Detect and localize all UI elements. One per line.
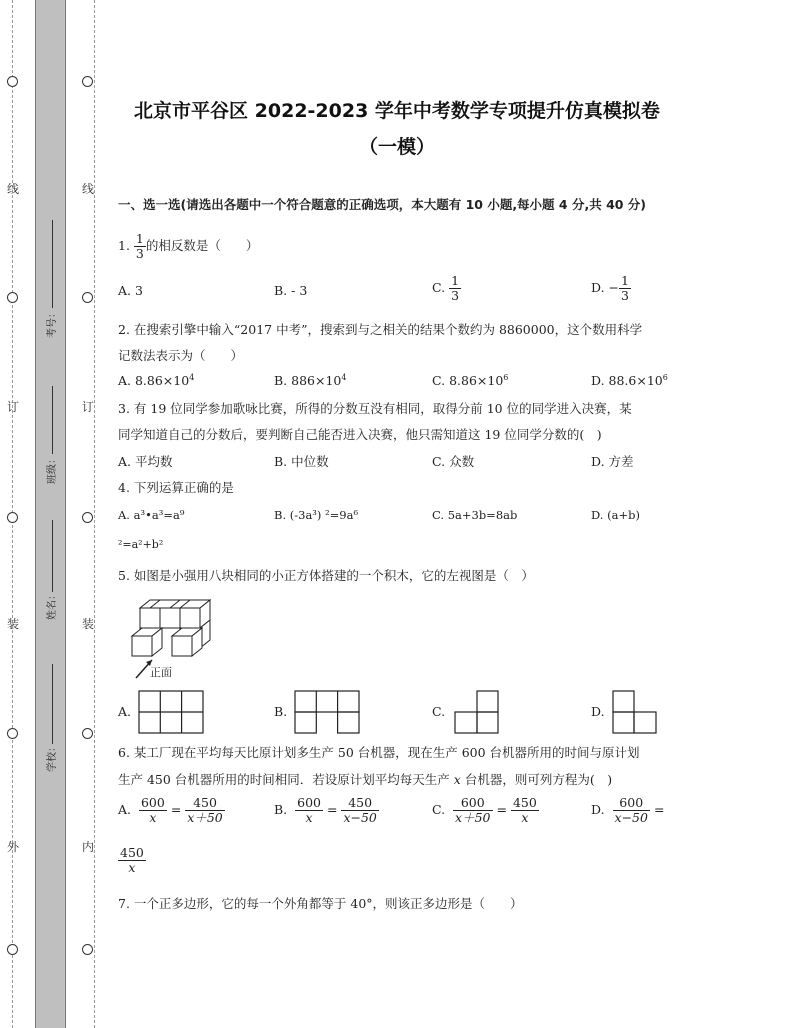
- binding-hole: [7, 728, 18, 739]
- q5-option-d-figure: [612, 690, 658, 734]
- inner-char-ding: 订: [82, 400, 95, 414]
- binding-hole: [7, 292, 18, 303]
- q5-option-a[interactable]: A.: [118, 704, 132, 719]
- binding-hole: [7, 944, 18, 955]
- q6-option-c[interactable]: C. $\frac{600}{x+50}$ = $\frac{450}{x}$: [432, 795, 537, 825]
- q6-option-d-continued: $\frac{450}{x}$: [120, 845, 144, 875]
- q4-option-b[interactable]: B. (-3a³) ²=9a⁶: [274, 508, 359, 522]
- cube-figure: [128, 594, 218, 684]
- school-line[interactable]: [52, 664, 53, 744]
- q1-option-c[interactable]: C. $\frac{1}{3}$: [432, 273, 460, 303]
- outer-char-wai: 外: [7, 840, 20, 854]
- exam-number-field: 考号：: [47, 308, 58, 338]
- question-6-line1: 6. 某工厂现在平均每天比原计划多生产 50 台机器，现在生产 600 台机器所用的时间与原计划: [118, 745, 640, 760]
- outer-char-ding: 订: [7, 400, 20, 414]
- fraction: $\frac{1}{3}$: [135, 231, 144, 261]
- q5-option-b[interactable]: B.: [274, 704, 288, 719]
- page-subtitle: （一模）: [358, 136, 435, 158]
- binding-hole: [82, 944, 93, 955]
- q4-option-c[interactable]: C. 5a+3b=8ab: [432, 508, 518, 522]
- question-7-stem: 7. 一个正多边形，它的每一个外角都等于 40°，则该正多边形是（ ）: [118, 896, 523, 911]
- q2-option-a[interactable]: A. $8.86\times 10^4$: [118, 373, 195, 389]
- binding-hole: [82, 512, 93, 523]
- q1-option-a[interactable]: A. 3: [118, 283, 143, 298]
- q5-option-b-figure: [294, 690, 360, 734]
- binding-hole: [7, 76, 18, 87]
- name-field: 姓名：: [47, 590, 58, 620]
- question-2-line2: 记数法表示为（ ）: [118, 348, 244, 363]
- question-3-line2: 同学知道自己的分数后，要判断自己能否进入决赛，他只需知道这 19 位同学分数的( ): [118, 427, 602, 442]
- class-line[interactable]: [52, 386, 53, 454]
- outer-char-xian: 线: [7, 182, 20, 196]
- question-2-line1: 2. 在搜索引擎中输入“2017 中考”，搜索到与之相关的结果个数约为 8860000，这个数用科学: [118, 322, 643, 337]
- q6-option-d[interactable]: D. $\frac{600}{x-50}$ =: [591, 795, 665, 825]
- binding-hole: [82, 728, 93, 739]
- q1-option-d[interactable]: D. − $\frac{1}{3}$: [591, 273, 629, 303]
- inner-char-xian: 线: [82, 182, 95, 196]
- binding-hole: [82, 292, 93, 303]
- front-label: 正面: [150, 666, 172, 679]
- name-line[interactable]: [52, 520, 53, 592]
- q1-option-b[interactable]: B. - 3: [274, 283, 308, 298]
- q4-option-a[interactable]: A. a³•a³=a⁹: [118, 508, 185, 522]
- school-field: 学校：: [47, 742, 58, 772]
- q2-option-b[interactable]: B. $886\times 10^4$: [274, 373, 347, 389]
- q3-option-d[interactable]: D. 方差: [591, 454, 634, 469]
- page-title: 北京市平谷区 2022-2023 学年中考数学专项提升仿真模拟卷: [134, 100, 660, 122]
- q5-option-a-figure: [138, 690, 204, 734]
- question-5-stem: 5. 如图是小强用八块相同的小正方体搭建的一个积木，它的左视图是（ ）: [118, 568, 534, 583]
- question-4-stem: 4. 下列运算正确的是: [118, 480, 234, 495]
- inner-char-nei: 内: [82, 840, 95, 854]
- q3-option-b[interactable]: B. 中位数: [274, 454, 329, 469]
- q5-option-c-figure: [454, 690, 500, 734]
- binding-hole: [7, 512, 18, 523]
- inner-char-zhuang: 装: [82, 617, 95, 631]
- q6-option-b[interactable]: B. $\frac{600}{x}$ = $\frac{450}{x-50}$: [274, 795, 377, 825]
- q2-option-d[interactable]: D. $88.6\times 10^6$: [591, 373, 668, 389]
- q6-option-a[interactable]: A. $\frac{600}{x}$ = $\frac{450}{x+50}$: [118, 795, 223, 825]
- q5-option-c[interactable]: C.: [432, 704, 446, 719]
- outer-char-zhuang: 装: [7, 617, 20, 631]
- q5-option-d[interactable]: D.: [591, 704, 605, 719]
- section-heading: 一、选一选(请选出各题中一个符合题意的正确选项，本大题有 10 小题,每小题 4 分,共 40 分): [118, 197, 647, 212]
- q2-option-c[interactable]: C. $8.86\times 10^6$: [432, 373, 509, 389]
- question-1-stem: 1. $\frac{1}{3}$ 的相反数是（ ）: [118, 231, 259, 261]
- q3-option-c[interactable]: C. 众数: [432, 454, 475, 469]
- question-6-line2: 生产 450 台机器所用的时间相同．若设原计划平均每天生产 x 台机器，则可列方程为( ): [118, 772, 613, 787]
- q4-option-d-continued: ²=a²+b²: [118, 538, 164, 551]
- exam-number-line[interactable]: [52, 220, 53, 308]
- q3-option-a[interactable]: A. 平均数: [118, 454, 173, 469]
- q4-option-d[interactable]: D. (a+b): [591, 508, 640, 522]
- class-field: 班级：: [47, 454, 58, 484]
- question-3-line1: 3. 有 19 位同学参加歌咏比赛，所得的分数互没有相同，取得分前 10 位的同学进入决赛，某: [118, 401, 632, 416]
- binding-hole: [82, 76, 93, 87]
